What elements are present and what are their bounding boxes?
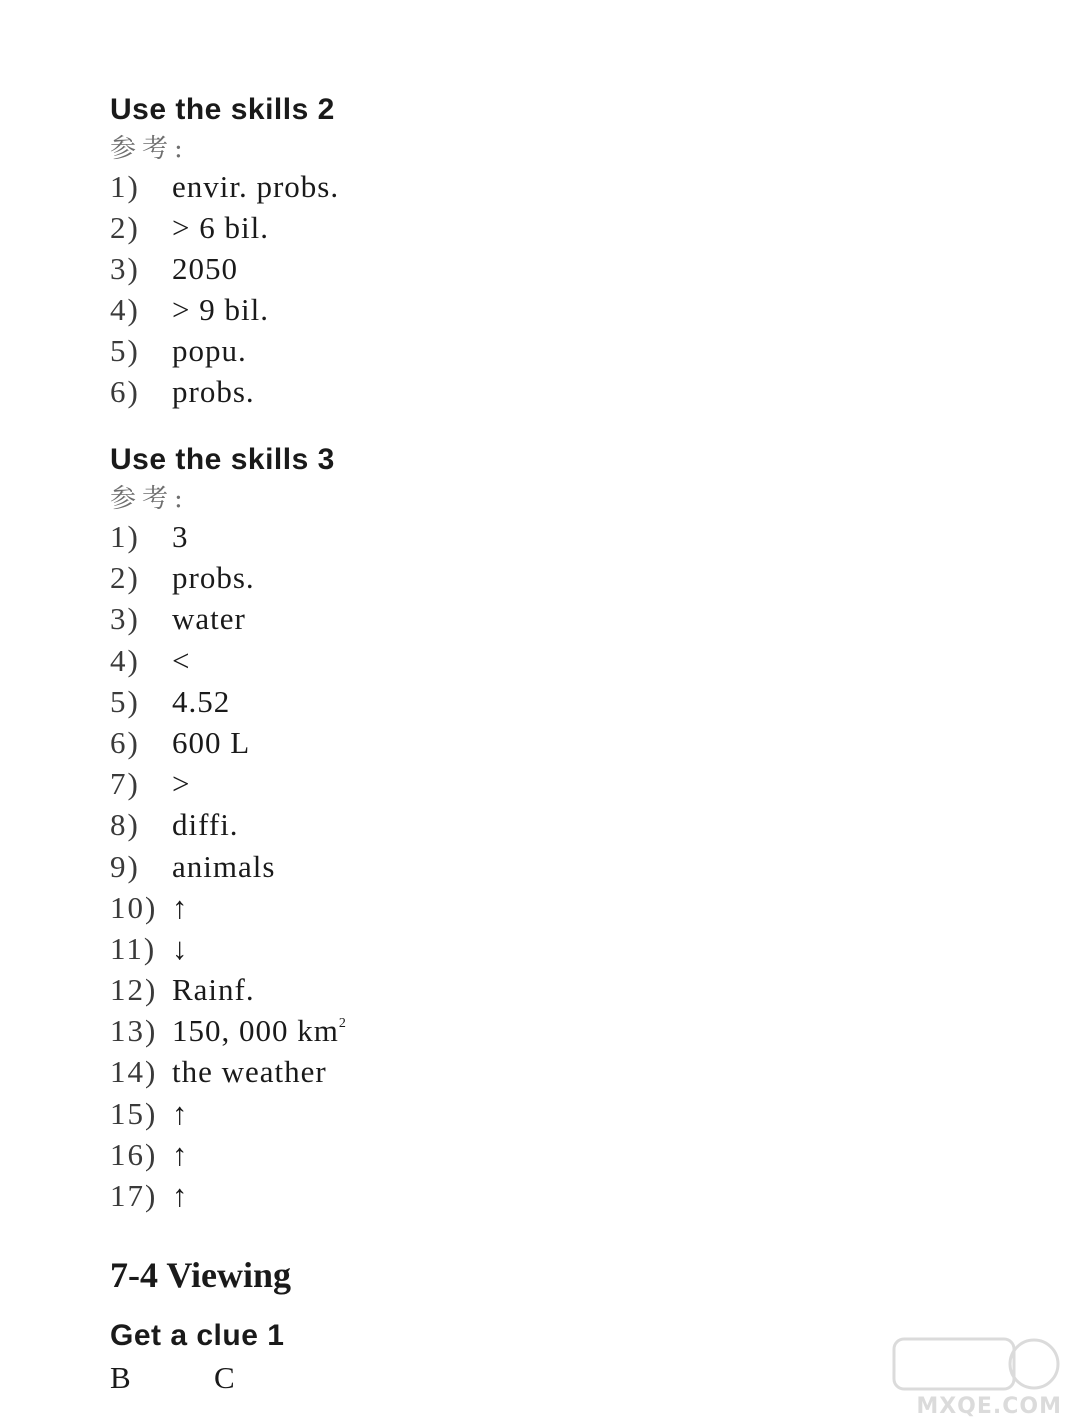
item-answer: ↑ <box>172 1178 189 1213</box>
item-answer: diffi. <box>172 807 239 843</box>
item-number: 6) <box>110 724 140 760</box>
item-number: 12) <box>110 972 158 1008</box>
answer-item <box>110 681 870 722</box>
item-number: 9) <box>110 848 140 884</box>
item-answer: 150, 000 $km^2$ <box>172 1013 347 1049</box>
answer-item <box>110 804 870 845</box>
reference-label: 参考: <box>110 134 189 164</box>
item-answer: probs. <box>172 560 255 596</box>
item-number: 15) <box>110 1095 158 1131</box>
item-number: 6) <box>110 374 140 409</box>
item-number: 2) <box>110 560 140 596</box>
item-number: 2) <box>110 210 140 245</box>
clue-answer: C <box>214 1360 235 1395</box>
section-use-the-skills-3 <box>110 442 870 1216</box>
answer-item <box>110 557 870 598</box>
item-answer: water <box>172 601 246 637</box>
answer-item <box>110 928 870 969</box>
item-answer: animals <box>172 848 276 884</box>
watermark-text: MXQE.COM <box>916 1394 1062 1419</box>
item-answer: > 6 bil. <box>172 210 269 245</box>
item-answer: probs. <box>172 374 255 409</box>
item-answer: ↑ <box>172 889 189 925</box>
item-answer: 2050 <box>172 251 238 286</box>
item-answer: > 9 bil. <box>172 292 269 327</box>
reference-label: 参考: <box>110 484 189 514</box>
item-answer: ↓ <box>172 930 189 966</box>
clue-answers <box>110 1358 870 1398</box>
item-number: 17) <box>110 1178 158 1213</box>
answer-item <box>110 722 870 763</box>
item-number: 4) <box>110 292 140 327</box>
answer-item <box>110 248 870 289</box>
item-number: 7) <box>110 766 140 802</box>
section-get-a-clue-1 <box>110 1318 870 1398</box>
item-answer: Rainf. <box>172 972 255 1008</box>
item-number: 1) <box>110 169 140 204</box>
item-answer: < <box>172 642 191 678</box>
item-answer: 4.52 <box>172 683 231 719</box>
item-answer: popu. <box>172 333 247 368</box>
item-number: 13) <box>110 1013 158 1049</box>
section-heading: Get a clue 1 <box>110 1319 285 1352</box>
watermark-logo <box>892 1335 1062 1419</box>
answer-item <box>110 640 870 681</box>
item-answer: ↑ <box>172 1095 189 1131</box>
answer-item <box>110 371 870 412</box>
item-number: 1) <box>110 519 140 554</box>
item-number: 8) <box>110 807 140 843</box>
answer-item <box>110 1134 870 1175</box>
item-number: 3) <box>110 601 140 637</box>
answer-item <box>110 166 870 207</box>
answer-list <box>110 516 870 1216</box>
section-heading: Use the skills 2 <box>110 93 335 126</box>
item-number: 11) <box>110 930 157 966</box>
superscript: 2 <box>338 1016 347 1032</box>
item-answer: envir. probs. <box>172 169 340 204</box>
item-number: 5) <box>110 333 140 368</box>
item-answer: the weather <box>172 1054 327 1090</box>
watermark-badge-icon <box>892 1335 1062 1395</box>
answer-item <box>110 887 870 928</box>
answer-item <box>110 516 870 557</box>
answer-item <box>110 969 870 1010</box>
answer-page <box>110 92 870 1395</box>
answer-item <box>110 330 870 371</box>
answer-item <box>110 763 870 804</box>
item-answer: > <box>172 766 191 802</box>
answer-item <box>110 289 870 330</box>
answer-item <box>110 1051 870 1092</box>
section-heading: Use the skills 3 <box>110 443 335 476</box>
item-answer: ↑ <box>172 1136 189 1172</box>
item-answer: 600 L <box>172 724 251 760</box>
item-number: 5) <box>110 683 140 719</box>
answer-item <box>110 1010 870 1051</box>
item-number: 4) <box>110 642 140 678</box>
answer-item <box>110 598 870 639</box>
answer-item <box>110 207 870 248</box>
answer-list <box>110 166 870 412</box>
item-number: 14) <box>110 1054 158 1090</box>
item-number: 10) <box>110 889 158 925</box>
unit-heading: 7-4 Viewing <box>110 1255 292 1295</box>
section-viewing <box>110 1254 291 1296</box>
item-number: 16) <box>110 1136 158 1172</box>
answer-item <box>110 1093 870 1134</box>
answer-item <box>110 1175 870 1216</box>
answer-item <box>110 846 870 887</box>
clue-answer: B <box>110 1360 131 1395</box>
item-number: 3) <box>110 251 140 286</box>
section-use-the-skills-2 <box>110 92 870 412</box>
item-answer: 3 <box>172 519 189 554</box>
